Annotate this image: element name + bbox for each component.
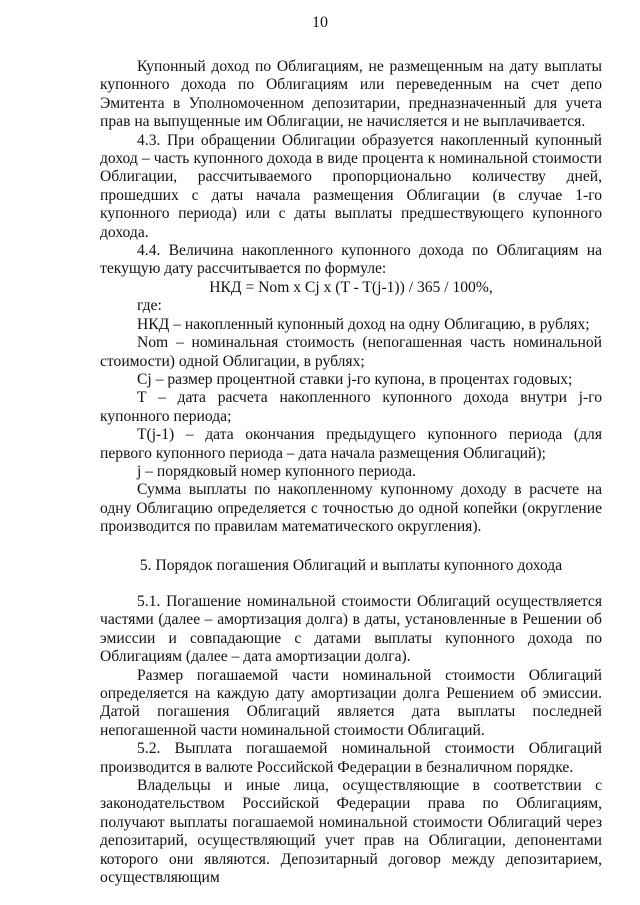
- paragraph-rounding: Сумма выплаты по накопленному купонному доходу в расчете на одну Облигацию определяется с точностью до одной копейки (округление производится по правилам математического округления).: [100, 481, 602, 536]
- definition-t: T – дата расчета накопленного купонного дохода внутри j-го купонного периода;: [100, 389, 602, 425]
- definition-cj: Cj – размер процентной ставки j-го купона, в процентах годовых;: [137, 370, 573, 388]
- paragraph-unplaced-bonds: Купонный доход по Облигациям, не размещенным на дату выплаты купонного дохода по Облигациям или переведенным на счет депо Эмитента в Уполномоченном депозитарии, предназначенный для учета прав на выпущенные им Облигации, не начисляется и не выплачивается.: [100, 58, 602, 131]
- page-content: [100, 58, 602, 887]
- page-number: 10: [312, 14, 328, 31]
- nkd-formula: НКД = Nom x Cj x (T - T(j-1)) / 365 / 100%,: [209, 278, 493, 296]
- where-label: где:: [137, 297, 162, 315]
- section-5-heading: 5. Порядок погашения Облигаций и выплаты купонного дохода: [139, 556, 563, 574]
- paragraph-4-4: 4.4. Величина накопленного купонного дохода по Облигациям на текущую дату рассчитывается по формуле:: [100, 242, 602, 278]
- paragraph-amortization-size: Размер погашаемой части номинальной стоимости Облигаций определяется на каждую дату амортизации долга Решением об эмиссии. Датой погашения Облигаций является дата выплаты последней непогашенной части номинальной стоимости Облигаций.: [100, 666, 602, 739]
- definition-j: j – порядковый номер купонного периода.: [137, 462, 416, 480]
- definition-nom: Nom – номинальная стоимость (непогашенная часть номинальной стоимости) одной Облигации, в рублях;: [100, 334, 602, 370]
- definition-t-j-1: T(j-1) – дата окончания предыдущего купонного периода (для первого купонного периода – дата начала размещения Облигаций);: [100, 426, 602, 462]
- paragraph-4-3: 4.3. При обращении Облигации образуется накопленный купонный доход – часть купонного дохода в виде процента к номинальной стоимости Облигации, рассчитываемого пропорционально количеству дней, прошедших с даты начала размещения Облигации (в случае 1-го купонного периода) или с даты выплаты предшествующего купонного дохода.: [100, 131, 602, 241]
- definition-nkd: НКД – накопленный купонный доход на одну Облигацию, в рублях;: [137, 315, 590, 333]
- paragraph-owners: Владельцы и иные лица, осуществляющие в соответствии с законодательством Российской Федерации права по Облигациям, получают выплаты погашаемой номинальной стоимости Облигаций через депозитарий, осуществляющий учет прав на Облигации, депонентами которого они являются. Депозитарный договор между депозитарием, осуществляющим: [100, 777, 602, 887]
- paragraph-5-2: 5.2. Выплата погашаемой номинальной стоимости Облигаций производится в валюте Российской Федерации в безналичном порядке.: [100, 740, 602, 776]
- paragraph-5-1: 5.1. Погашение номинальной стоимости Облигаций осуществляется частями (далее – амортизация долга) в даты, установленные в Решении об эмиссии и совпадающие с датами выплаты купонного дохода по Облигациям (далее – дата амортизации долга).: [100, 592, 602, 666]
